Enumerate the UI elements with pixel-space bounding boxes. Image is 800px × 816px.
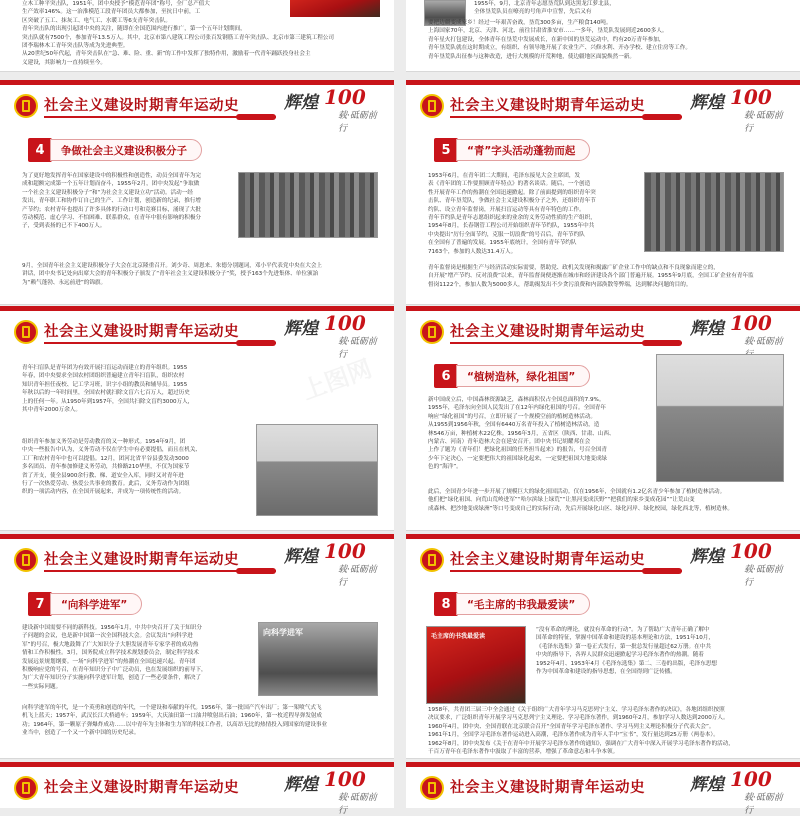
section-heading	[28, 592, 142, 616]
header-title: 社会主义建设时期青年运动史	[450, 98, 645, 114]
slide-bottom-left[interactable]	[0, 762, 394, 816]
slide-paragraph: 向科学进军的年代，是一个英勇和创造的年代，一个建设和奉献的年代。1956年，第一批国产汽车出厂；第一架喷气式飞 机飞上蓝天；1957年，武汉长江大桥通车；1959年，大庆油田第一口油井喷射出石油；1960年，第一枚近程导弹发射成 功；1964年，第一颗原子弹爆炸成功……以中青年为主体和生力军的科技工作者，以高昂无比的热情投入到国家的建设事业 业当中，创造了一个又一个新中国的历史纪录。	[22, 705, 328, 737]
header-title: 社会主义建设时期青年运动史	[44, 780, 239, 796]
section-title: 争做社会主义建设积极分子	[50, 139, 202, 161]
photo-book-poster	[426, 626, 526, 704]
slide-paragraph: 为了更好地发挥青年在国家建设中的积极性和创造性，动员全国青年为完 成和超额完成第一个五年计划而奋斗，1955年2月，团中央发起“争取做 一个社会主义建设积极分子”和“为社会主义建设立功”活动。活动一经 发出，青年职工和协作订自己的生产、工作计划，创造新的纪录，推行增 产节约；农村青年也提出了许多具体的行动口号和竞赛目标，涌现了大批 劳动模范、虚心学习、不怕困难、联系群众，在青年中很有影响的积极分 子，受到表扬的已不下400万人。	[22, 173, 202, 230]
brand-logo: 辉煌 100 载·砥砺前行	[284, 85, 377, 134]
slide-text: 要把边疆变成家乡！经过一年艰苦奋战，垦荒300多亩，生产粮食140吨。 上海国家70年，北京、天津、河北、前往甘肃省淮安市……一多年，垦荒队发展到近2600多人。 青年星火打包建设，全体青年在垦荒中发展成长，在新中国的垦荒运动中，约有20万青年参加， 青年垦荒队就在这时期成立，有组织、有领导地开展了农业生产、兴修水利、开办学校、建立住房等工作。 青年垦荒队出征参与这种改造，进行大规模的开荒种地，使边疆地区面貌焕然一新。	[428, 20, 691, 60]
slide-paragraph: 青年扫盲队是青年团为有效开展扫盲运动而建立的青年组织。1955 年春，团中央要求全国农村团组织普遍建立青年扫盲队，组织农村 知识青年担任夜校、记工学习班，识字小组的教员和辅导员。1955 年秋以后的一年时间里，全国农村就扫除文盲六七百万人，超过历史 上的任何一年。从1950年到1957年，全国共扫除文盲约3000万人， 其中青年2000万余人。	[22, 365, 194, 414]
youth-league-emblem-icon	[14, 94, 38, 118]
youth-league-emblem-icon	[14, 320, 38, 344]
slide-paragraph: 1953年6月，在青年团二大期间，毛泽东接见大会主席团，发 表《青年团的工作要照顾青年特点》的著名谈话。随后，一个创造 性开展青年工作的热潮在全国迅速掀起。除了前面提到的组织青年突 击队、青年垦荒队，争做社会主义建设积极分子之外，还组织青年节 约队、设立青年监督岗，开展扫盲运动等具有青年特色的工作。 青年节约队是青年志愿组织起来的业余的义务劳动性质的生产组织， 1954年8月，长春钢管工程公司开始组织青年节约队，1955年中共 中央提出“厉行全面节约，克服一切浪费”的号召后，青年节约队 在全国有了普遍的发展。1955年底统计，全国有青年节约队 7163个，参加的人数达31.4万人。	[428, 173, 596, 255]
section-title: “青”字头活动蓬勃而起	[456, 139, 590, 161]
photo-group-meeting	[238, 172, 378, 238]
section-heading	[28, 138, 202, 162]
brand-logo: 辉煌 100 载·砥砺前行	[284, 539, 377, 588]
section-title: “毛主席的书我最爱读”	[456, 593, 590, 615]
header-underline	[44, 342, 276, 344]
section-number: 6	[434, 364, 458, 388]
section-heading	[434, 138, 590, 162]
slide-paragraph: “没有革命的理论，就没有革命的行动”。为了帮助广大青年正确了解中 国革命的特征，掌握中国革命和建设的基本理论和方法，1951年10月， 《毛泽东选集》第一卷正式发行，第一批总发行量超过62万册。在中共 中央的指导下，各界人民群众迅速掀起学习毛泽东著作的热潮。随着 1952年4月、1953年4月《毛泽东选集》第二、三卷的出版，毛泽东思想 作为中国革命和建设的指导思想，在全国得到广泛传播。	[536, 627, 718, 676]
header-title: 社会主义建设时期青年运动史	[450, 780, 645, 796]
slide-section-8[interactable]	[406, 534, 800, 759]
youth-league-emblem-icon	[14, 776, 38, 800]
header-title: 社会主义建设时期青年运动史	[450, 552, 645, 568]
slide-section-5[interactable]	[406, 80, 800, 305]
slide-header	[406, 80, 800, 134]
slide-paragraph: 建设新中国需要不同的新科技。1956年1月，中共中央召开了关于知识分 子问题的会议，也是新中国第一次全国科技大会。会议发出“向科学进 军”的号召，极大地鼓舞了广大知识分子大胆发展青年专家学者的成功热 情和工作积极性。3月，国务院成立科学技术规划委员会，制定科学技术 发展远景规划纲要。一场“向科学进军”的热潮在全国迅速兴起。青年团 积极响应党的号召，在青年知识分子中广泛动员，也在发展组织的前导下， 为广大青年知识分子实施向科学进军计划，创造了一些必要条件，解决了 一些实际问题。	[22, 625, 207, 690]
photo-red-poster	[290, 0, 380, 17]
slide-top-right[interactable]	[406, 0, 800, 72]
brand-logo: 辉煌 100 载·砥砺前行	[284, 311, 377, 360]
slide-paragraph: 青年监督岗是根据生产与经济活动实际需要，帮助党、政机关发现和揭露广矿企业工作中的缺点和不良现象而建立的， 自开展“增产节约、反对浪费”以来，青年监督岗便逐渐在城市和经济建设各个部门普遍开展。1955年9月底，全国工矿企业有青年监 督岗1122个，参加人数为5000多人，帮助揭发出不少贪污浪费和内部涣散等弊端，达到解决问题的目的。	[428, 265, 754, 288]
slide-paragraph: 此后，全国青少年进一步开展了规模巨大的绿化祖国活动。仅在1956年，全国就有1.2亿名青少年参加了植树造林活动。 他们把“绿化祖国、向荒山荒岭进军”“哈尔滨绿上绿荒”“让黑河变成沃野”“把我们的家乡变成花园”“让荒山变 成森林、把沙地变成绿洲”等口号变成自己的实际行动，先后开展绿化山区、绿化河岸、绿化校园，绿化西北等，植树造林。	[428, 489, 733, 512]
slide-header	[406, 306, 800, 352]
photo-banner-caption: 向科学进军	[263, 628, 303, 637]
header-underline	[450, 342, 682, 344]
header-underline	[450, 570, 682, 572]
photo-group-portrait	[644, 172, 784, 252]
slide-text: 立木工种平突击队，1951年，团中央授予“模范青年团”称号，全厂总产值大 生产效率146%。这一治淮模范工段青年团员大都参加，至抗日中前，工 区突破了五工、抹灰工、电气工、水暖工等6支青年突击队。 青年突击队的出现引起团中央的关注，随即在全国范围内进行推广，第一个五年计划期间， 突击队就有7500个，参加青年13.5万人。其中，北京市第八建筑工程公司张百发钢筋工青年突击队、北京市第三建筑工程公司 团李瑞林木工青年突击队等成为先进典型。 从20世纪50年代起，青年突击队在“急、难、险、重、新”的工作中发挥了独特作用，激励着一代青年踊跃投身社会主 义建设，其影响力一直持续至今。	[22, 1, 334, 66]
slide-literacy[interactable]	[0, 306, 394, 531]
slide-section-6[interactable]	[406, 306, 800, 531]
header-title: 社会主义建设时期青年运动史	[450, 324, 645, 340]
youth-league-emblem-icon	[420, 320, 444, 344]
brand-logo: 辉煌 100 载·砥砺前行	[284, 767, 377, 816]
slide-paragraph: 组织青年参加义务劳动是劳动教育的又一种形式。1954年9月，团 中央一些报告中认为，义务劳动不仅在学生中有必要提倡，而且在机关、 工厂和农村青年中也可以提倡。12月，团河北省平谷县委发动3000 多名团员、青年参加修建义务劳动，共修路210华里，不仅为国家节 省了开支，使全县900余行教、梯、道安全入库，同时又对青年进 行了一次热爱劳动、热爱公共事业的教育。此后，义务劳动作为团组 织的一项活动内容，在全国开展起来，并成为一项传统性的活动。	[22, 439, 202, 496]
header-underline	[44, 570, 276, 572]
youth-league-emblem-icon	[420, 548, 444, 572]
youth-league-emblem-icon	[14, 548, 38, 572]
slide-paragraph: 新中国成立后，中国森林资源缺乏，森林面积仅占全国总面积的7.9%。 1955年，毛泽东向全国人民发出了在12年内绿化祖国的号召。全国青年 响应“绿化祖国”的号召，立即开展了一个规模空前的植树造林活动。 从1955到1956年秋，全国有6440万名青年投入了植树造林活动，造 林546万亩，种植树木22亿株。1956年3月，五省区（陕西、甘肃、山西、 内蒙古、河南）青年造林大会在延安召开。团中央书记胡耀邦在会 上作了题为《青年们！把绿化祖国的任务担当起来》的报告，号召全国青 少年下定决心，一定要把伟大的祖国绿化起来，一定要把祖国大地变成绿 色的“海洋”。	[428, 397, 615, 471]
header-title: 社会主义建设时期青年运动史	[44, 552, 239, 568]
slide-section-7[interactable]	[0, 534, 394, 759]
photo-tree-planting	[656, 354, 784, 482]
header-underline	[450, 116, 682, 118]
section-number: 4	[28, 138, 52, 162]
section-heading	[434, 592, 590, 616]
section-heading	[434, 364, 590, 388]
header-title: 社会主义建设时期青年运动史	[44, 324, 239, 340]
header-underline	[44, 116, 276, 118]
slide-header	[0, 306, 394, 360]
section-title: “植树造林，绿化祖国”	[456, 365, 590, 387]
header-title: 社会主义建设时期青年运动史	[44, 98, 239, 114]
photo-science-parade	[258, 622, 378, 696]
youth-league-emblem-icon	[420, 94, 444, 118]
slide-header	[0, 762, 394, 816]
slide-header	[0, 80, 394, 134]
section-number: 5	[434, 138, 458, 162]
section-title: “向科学进军”	[50, 593, 142, 615]
slide-top-left[interactable]	[0, 0, 394, 72]
slide-header	[0, 534, 394, 588]
section-number: 7	[28, 592, 52, 616]
slide-paragraph: 9月，全国青年社会主义建设积极分子大会在北京隆重召开。刘少奇、周恩来、朱德分别题词，邓小平代表党中央在大会上 讲话，团中央书记处向出席大会的青年积极分子颁发了“青年社会主义建设积极分子”奖，授予163个先进集体、单位颁詒 为“赖气蓬勃、永远前进”的锦旗。	[22, 263, 323, 286]
slide-bottom-right[interactable]	[406, 762, 800, 816]
youth-league-emblem-icon	[420, 776, 444, 800]
brand-logo: 辉煌 100 载·砥砺前行	[690, 767, 783, 816]
brand-logo: 辉煌 100 载·砥砺前	[690, 311, 783, 347]
slide-header	[406, 534, 800, 588]
brand-logo: 辉煌 100 载·砥砺前行	[690, 85, 783, 134]
brand-logo: 辉煌 100 载·砥砺前行	[690, 539, 783, 588]
slide-header	[406, 762, 800, 816]
slide-paragraph: 1958年，共青团三届三中全会通过《关于组织广大青年学习马克思列宁主义、学习毛泽东著作的决议》，各地团组织按照 决议要求，广泛组织青年开展学习马克思列宁主义理论、学习毛泽东著作，到1960年2月，参加学习人数达到2000万人。 1960年4月，团中央、全国青联在北京联合召开“全国青年学习毛泽东著作、学习马列主义理论积极分子代表大会”。 1961年1月，全国学习毛泽东著作运动进入高潮，毛泽东著作成为青年人手中“宝书”，发行量达到25万册（两卷本）。 1962年8月，团中央发布《关于在青年中开展学习毛泽东著作的通知》，强调在广大青年中深入开展学习毛泽东著作的活动， 千百万青年在毛泽东著作中汲取了丰富的营养，增强了革命意志和斗争本领。	[428, 707, 734, 756]
section-number: 8	[434, 592, 458, 616]
slide-section-4[interactable]	[0, 80, 394, 305]
photo-labor-scene	[256, 424, 378, 516]
poster-caption: 毛主席的书我最爱读	[431, 633, 486, 640]
slide-text-right: 1955年，9月，北京青年志愿垦荒队到达黑龙江萝北县， 全体垦荒队员在嘹亮的号角声中宣誓，先后又有	[474, 1, 615, 16]
